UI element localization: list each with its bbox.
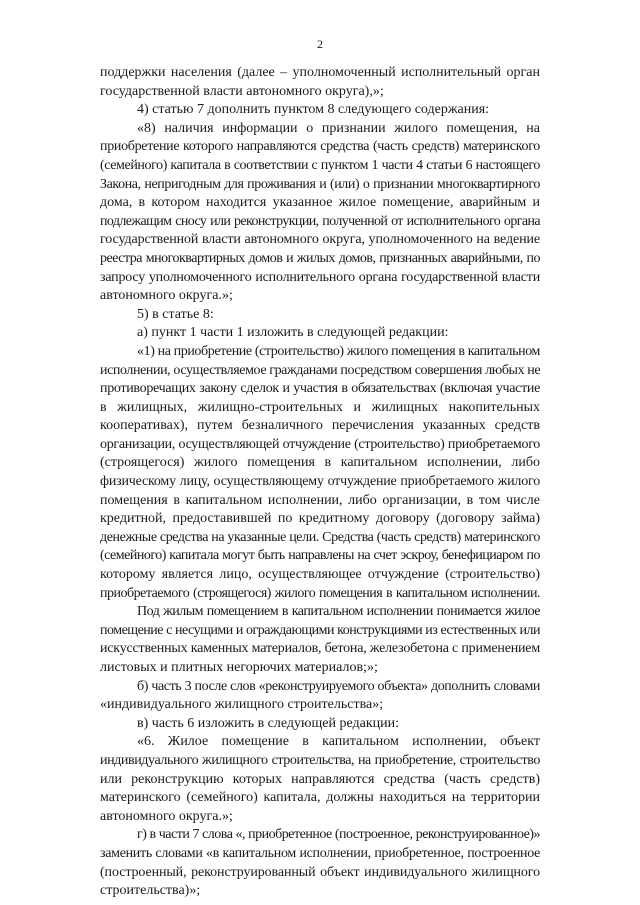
text-line: денежные средства на указанные цели. Средства (часть средств) материнского (100, 529, 540, 545)
text-line: (построенный, реконструированный объект индивидуального жилищного (100, 864, 540, 880)
text-line: поддержки населения (далее – уполномоченный исполнительный орган (100, 65, 540, 80)
text-line: приобретаемого (строящегося) жилого помещения в капитальном исполнении. (100, 585, 540, 601)
text-line: помещение с несущими и ограждающими конструкциями из естественных или (100, 622, 540, 638)
text-line: (семейного) капитала в соответствии с пунктом 1 части 4 статьи 6 настоящего (100, 157, 540, 173)
text-line: (строящегося) жилого помещения в капитальном исполнении, либо (100, 455, 540, 471)
text-line: исполнении, осуществляемое гражданами посредством совершения любых не (100, 362, 541, 378)
text-line: строительства)»; (100, 883, 201, 899)
text-line: реестра многоквартирных домов и жилых домов, признанных аварийными, по (100, 250, 540, 266)
text-line: Под жилым помещением в капитальном исполнении понимается жилое (137, 604, 540, 620)
text-line: а) пункт 1 части 1 изложить в следующей редакции: (137, 325, 449, 341)
text-line: помещения в капитальном исполнении, либо организации, в том числе (100, 492, 540, 508)
text-line: подлежащим сносу или реконструкции, полученной от исполнительного органа (100, 213, 540, 229)
text-line: кредитной, предоставившей по кредитному договору (договору займа) (100, 511, 540, 527)
text-line: (семейного) капитала могут быть направлены на счет эскроу, бенефициаром по (100, 548, 540, 564)
text-line: в жилищных, жилищно-строительных и жилищных накопительных (100, 399, 540, 415)
text-line: приобретение которого направляются средства (часть средств) материнского (100, 139, 540, 155)
document-body (100, 64, 540, 901)
text-line: 5) в статье 8: (137, 306, 214, 322)
text-line: или реконструкцию которых направляются средства (часть средств) (100, 771, 540, 787)
text-line: индивидуального жилищного строительства, на приобретение, строительство (100, 752, 540, 768)
text-line: государственной власти автономного округа, уполномоченного на ведение (100, 232, 540, 248)
text-line: «1) на приобретение (строительство) жилого помещения в капитальном (137, 343, 540, 359)
text-line: организации, осуществляющей отчуждение (строительство) приобретаемого (100, 436, 540, 452)
text-line: которому является лицо, осуществляющее отчуждение (строительство) (100, 567, 540, 583)
text-line: автономного округа.»; (100, 808, 233, 824)
text-line: в) часть 6 изложить в следующей редакции: (137, 715, 400, 731)
text-line: автономного округа.»; (100, 288, 233, 304)
text-line: физическому лицу, осуществляющему отчуждение приобретаемого жилого (100, 474, 540, 490)
text-line: искусственных каменных материалов, бетона, железобетона с применением (100, 641, 540, 657)
text-line: «8) наличия информации о признании жилого помещения, на (137, 120, 540, 136)
text-line: 4) статью 7 дополнить пунктом 8 следующего содержания: (137, 102, 490, 118)
text-line: кооперативах), путем безналичного перечисления указанных средств (100, 418, 540, 434)
page-number: 2 (317, 37, 323, 51)
text-line: заменить словами «в капитальном исполнении, приобретенное, построенное (100, 845, 540, 861)
text-line: «6. Жилое помещение в капитальном исполнении, объект (137, 734, 540, 750)
text-line: «индивидуального жилищного строительства»; (100, 697, 384, 713)
text-line: государственной власти автономного округа),»; (100, 83, 384, 99)
text-line: б) часть 3 после слов «реконструируемого объекта» дополнить словами (137, 678, 540, 694)
text-line: Закона, непригодным для проживания и (или) о признании многоквартирного (100, 176, 540, 192)
text-line: дома, в котором находится указанное жилое помещение, аварийным и (100, 195, 540, 211)
text-line: листовых и плитных негорючих материалов;»; (100, 660, 378, 675)
text-line: противоречащих закону сделок и участия в обязательствах (включая участие (100, 381, 540, 397)
text-line: г) в части 7 слова «, приобретенное (построенное, реконструированное)» (137, 827, 540, 843)
text-line: материнского (семейного) капитала, должны находиться на территории (100, 790, 540, 806)
text-line: запросу уполномоченного исполнительного органа государственной власти (100, 269, 540, 285)
